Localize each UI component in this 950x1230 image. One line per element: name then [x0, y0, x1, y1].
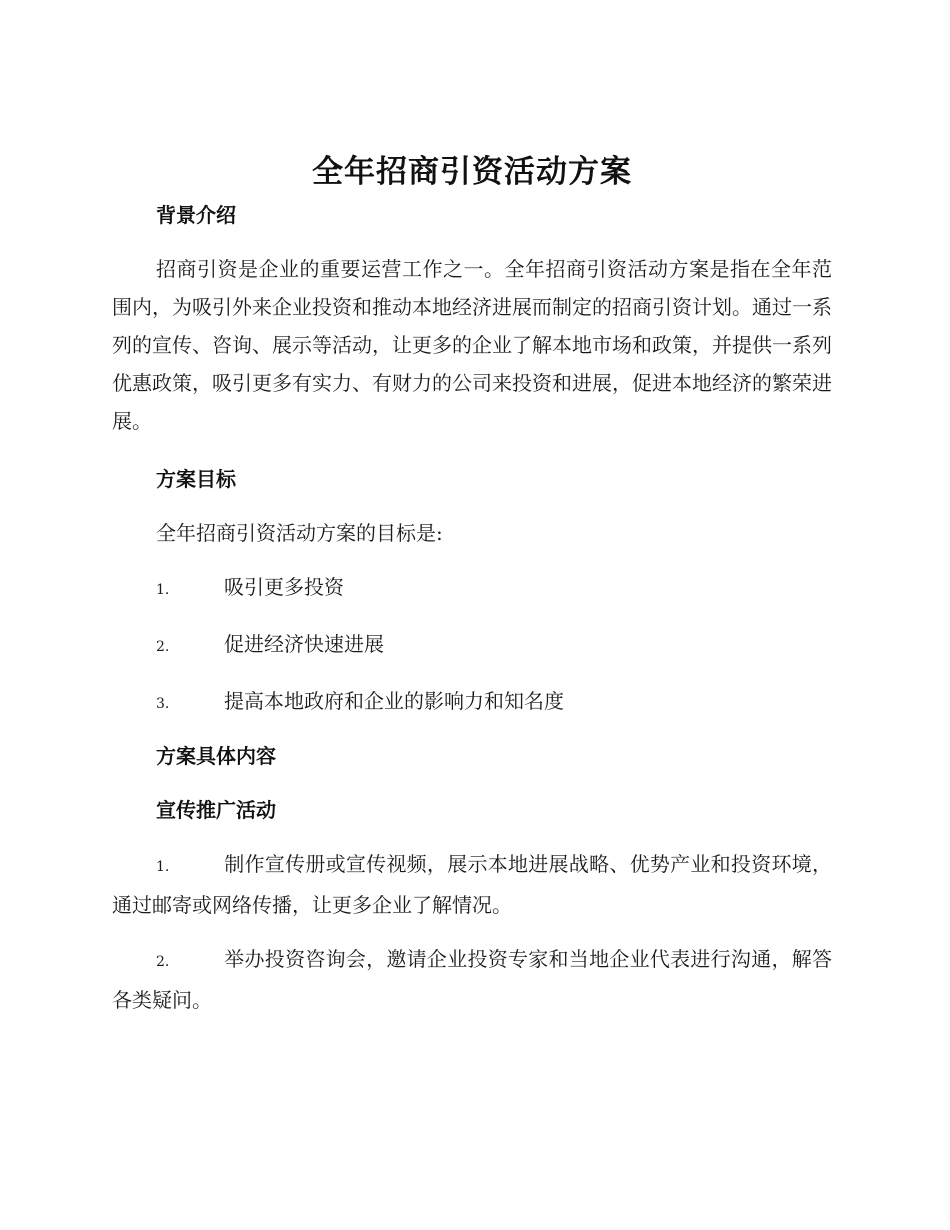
list-item-text: 制作宣传册或宣传视频，展示本地进展战略、优势产业和投资环境，通过邮寄或网络传播，让更多企业了解情况。 [112, 852, 832, 917]
goals-list [112, 568, 832, 723]
document-page [112, 150, 832, 1019]
promotion-list [112, 845, 832, 1019]
document-title: 全年招商引资活动方案 [312, 154, 632, 190]
list-item-text: 提高本地政府和企业的影响力和知名度 [224, 689, 564, 713]
list-item [112, 682, 832, 723]
list-item-number: 2. [156, 639, 170, 655]
section-heading-promotion: 宣传推广活动 [156, 798, 276, 822]
list-item-number: 2. [156, 954, 170, 970]
goals-intro: 全年招商引资活动方案的目标是: [156, 521, 443, 545]
list-item [112, 625, 832, 666]
list-item [112, 940, 832, 1019]
list-item-text: 吸引更多投资 [224, 575, 344, 599]
background-paragraph: 招商引资是企业的重要运营工作之一。全年招商引资活动方案是指在全年范围内，为吸引外来企业投资和推动本地经济进展而制定的招商引资计划。通过一系列的宣传、咨询、展示等活动，让更多的企业了解本地市场和政策，并提供一系列优惠政策，吸引更多有实力、有财力的公司来投资和进展，促进本地经济的繁荣进展。 [112, 257, 832, 433]
list-item-number: 1. [156, 582, 170, 598]
section-heading-background: 背景介绍 [156, 203, 236, 227]
list-item-number: 1. [156, 859, 170, 875]
section-heading-content: 方案具体内容 [156, 744, 276, 768]
list-item [112, 568, 832, 609]
list-item-text: 举办投资咨询会，邀请企业投资专家和当地企业代表进行沟通，解答各类疑问。 [112, 947, 832, 1012]
list-item [112, 845, 832, 924]
list-item-text: 促进经济快速进展 [224, 632, 384, 656]
section-heading-goals: 方案目标 [156, 467, 236, 491]
list-item-number: 3. [156, 696, 170, 712]
